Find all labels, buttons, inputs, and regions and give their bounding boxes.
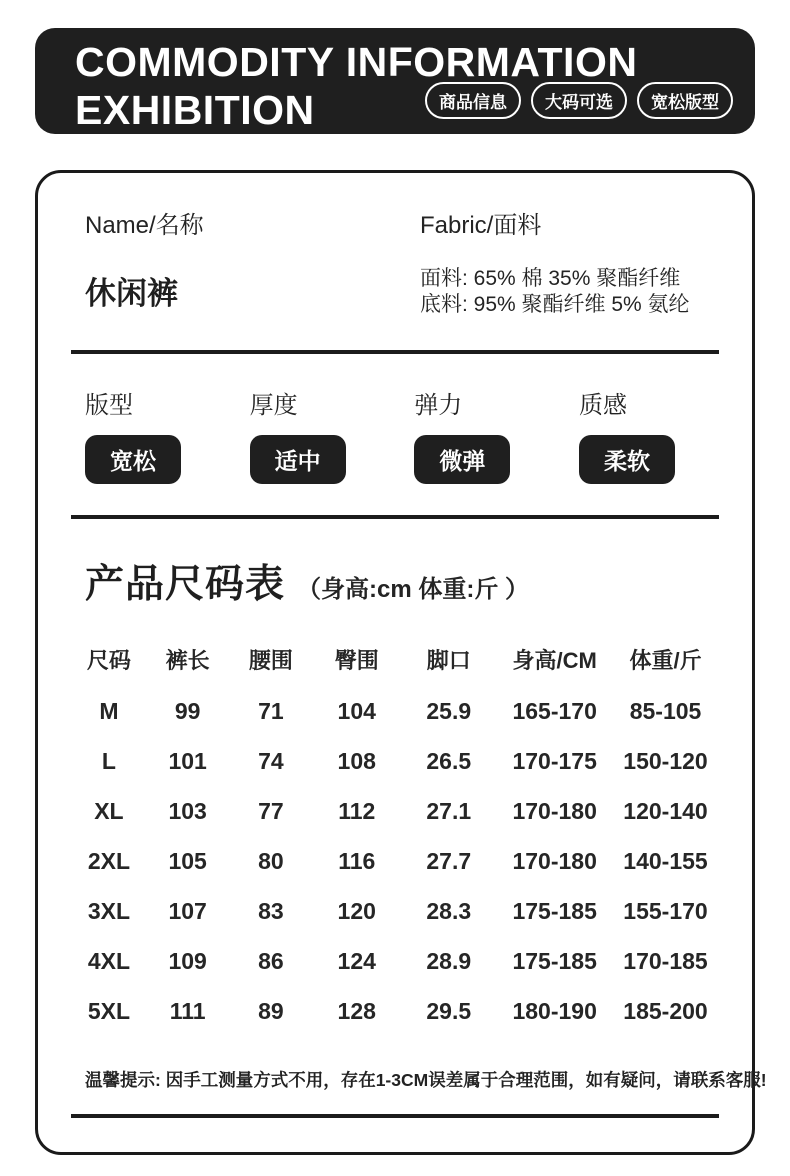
size-cell: 185-200 [623,998,708,1025]
size-cell: 112 [338,798,376,825]
size-cell: 80 [258,848,284,875]
size-table-body [71,687,719,1037]
size-cell: 165-170 [512,698,597,725]
size-cell: 170-180 [512,848,597,875]
size-cell: 107 [168,898,207,925]
size-cell: 83 [258,898,284,925]
size-cell: 25.9 [426,698,472,725]
size-cell: L [101,748,116,775]
page-title-line2: EXHIBITION [75,86,315,133]
size-cell: 170-185 [623,948,708,975]
size-cell: 28.9 [426,948,472,975]
divider-top [71,350,719,354]
size-cell: 27.7 [426,848,472,875]
header-badge: 大码可选 [531,82,627,119]
size-cell: 108 [337,748,376,775]
size-cell: 175-185 [512,948,597,975]
size-column-header: 裤长 [165,648,210,674]
size-cell: 140-155 [623,848,708,875]
name-column [85,205,420,319]
attribute-label: 弹力 [414,391,463,419]
fabric-label: Fabric/面料 [420,212,542,239]
product-name: 休闲裤 [85,276,178,311]
attribute-value-pill: 适中 [250,435,346,484]
size-cell: 109 [168,948,207,975]
size-cell: 4XL [87,948,130,975]
size-cell: 99 [174,698,201,725]
attributes-row [71,385,719,484]
size-cell: 71 [258,698,284,725]
size-cell: 150-120 [623,748,708,775]
size-cell: 74 [258,748,284,775]
size-cell: 128 [337,998,376,1025]
attribute-column [579,385,675,484]
size-cell: 2XL [87,848,130,875]
size-column-header: 身高/CM [512,648,597,674]
table-row [71,937,719,987]
attribute-label: 版型 [85,391,133,419]
size-cell: 29.5 [426,998,472,1025]
fabric-column [420,205,705,319]
size-column-header: 体重/斤 [629,648,702,674]
size-cell: 3XL [87,898,130,925]
name-fabric-section [71,203,719,319]
size-cell: 175-185 [512,898,597,925]
size-chart-title: 产品尺码表 [85,562,286,606]
header-badges [425,82,733,119]
size-cell: 155-170 [623,898,708,925]
size-chart-units: （身高:cm 体重:斤 ） [297,575,530,603]
size-table-header-row [71,633,719,687]
size-cell: 89 [258,998,284,1025]
header-badge: 宽松版型 [637,82,733,119]
size-cell: 103 [168,798,207,825]
size-cell: 120 [337,898,376,925]
size-cell: 105 [168,848,207,875]
size-cell: 27.1 [426,798,472,825]
size-chart-title-row [71,553,719,609]
page-title-line1: COMMODITY INFORMATION [75,39,638,85]
size-cell: 5XL [87,998,130,1025]
table-row [71,787,719,837]
table-row [71,887,719,937]
size-column-header: 腰围 [248,648,293,674]
size-cell: 116 [338,848,376,875]
table-row [71,737,719,787]
size-cell: 120-140 [623,798,708,825]
attribute-value-pill: 宽松 [85,435,181,484]
size-cell: 101 [168,748,207,775]
header-badge: 商品信息 [425,82,521,119]
attribute-label: 厚度 [249,391,298,419]
product-info-card [35,170,767,1155]
fabric-line-lining: 底料: 95% 聚酯纤维 5% 氨纶 [420,293,690,317]
attribute-column [414,385,510,484]
fabric-composition [420,266,705,319]
size-cell: 170-175 [512,748,597,775]
divider-bottom [71,1114,719,1118]
name-label: Name/名称 [85,212,204,239]
header-banner [35,28,755,134]
measurement-note: 温馨提示: 因手工测量方式不用，存在1-3CM误差属于合理范围，如有疑问，请联系客服! [85,1069,767,1090]
fabric-line-surface: 面料: 65% 棉 35% 聚酯纤维 [420,267,681,290]
size-cell: M [99,698,119,725]
size-cell: XL [94,798,124,825]
divider-middle [71,515,719,519]
table-row [71,687,719,737]
size-table [71,633,719,1037]
size-cell: 180-190 [512,998,597,1025]
attribute-value-pill: 柔软 [579,435,675,484]
size-cell: 26.5 [426,748,472,775]
size-cell: 170-180 [512,798,597,825]
attribute-column [250,385,346,484]
size-column-header: 臀围 [334,648,379,674]
size-cell: 124 [337,948,376,975]
attribute-column [85,385,181,484]
table-row [71,837,719,887]
attribute-value-pill: 微弹 [414,435,510,484]
size-cell: 77 [258,798,284,825]
size-column-header: 尺码 [86,648,131,674]
attribute-label: 质感 [578,391,627,419]
size-column-header: 脚口 [426,648,471,674]
size-cell: 85-105 [629,698,702,725]
size-cell: 86 [258,948,284,975]
table-row [71,987,719,1037]
size-cell: 104 [337,698,376,725]
size-cell: 28.3 [426,898,472,925]
size-cell: 111 [169,998,206,1025]
